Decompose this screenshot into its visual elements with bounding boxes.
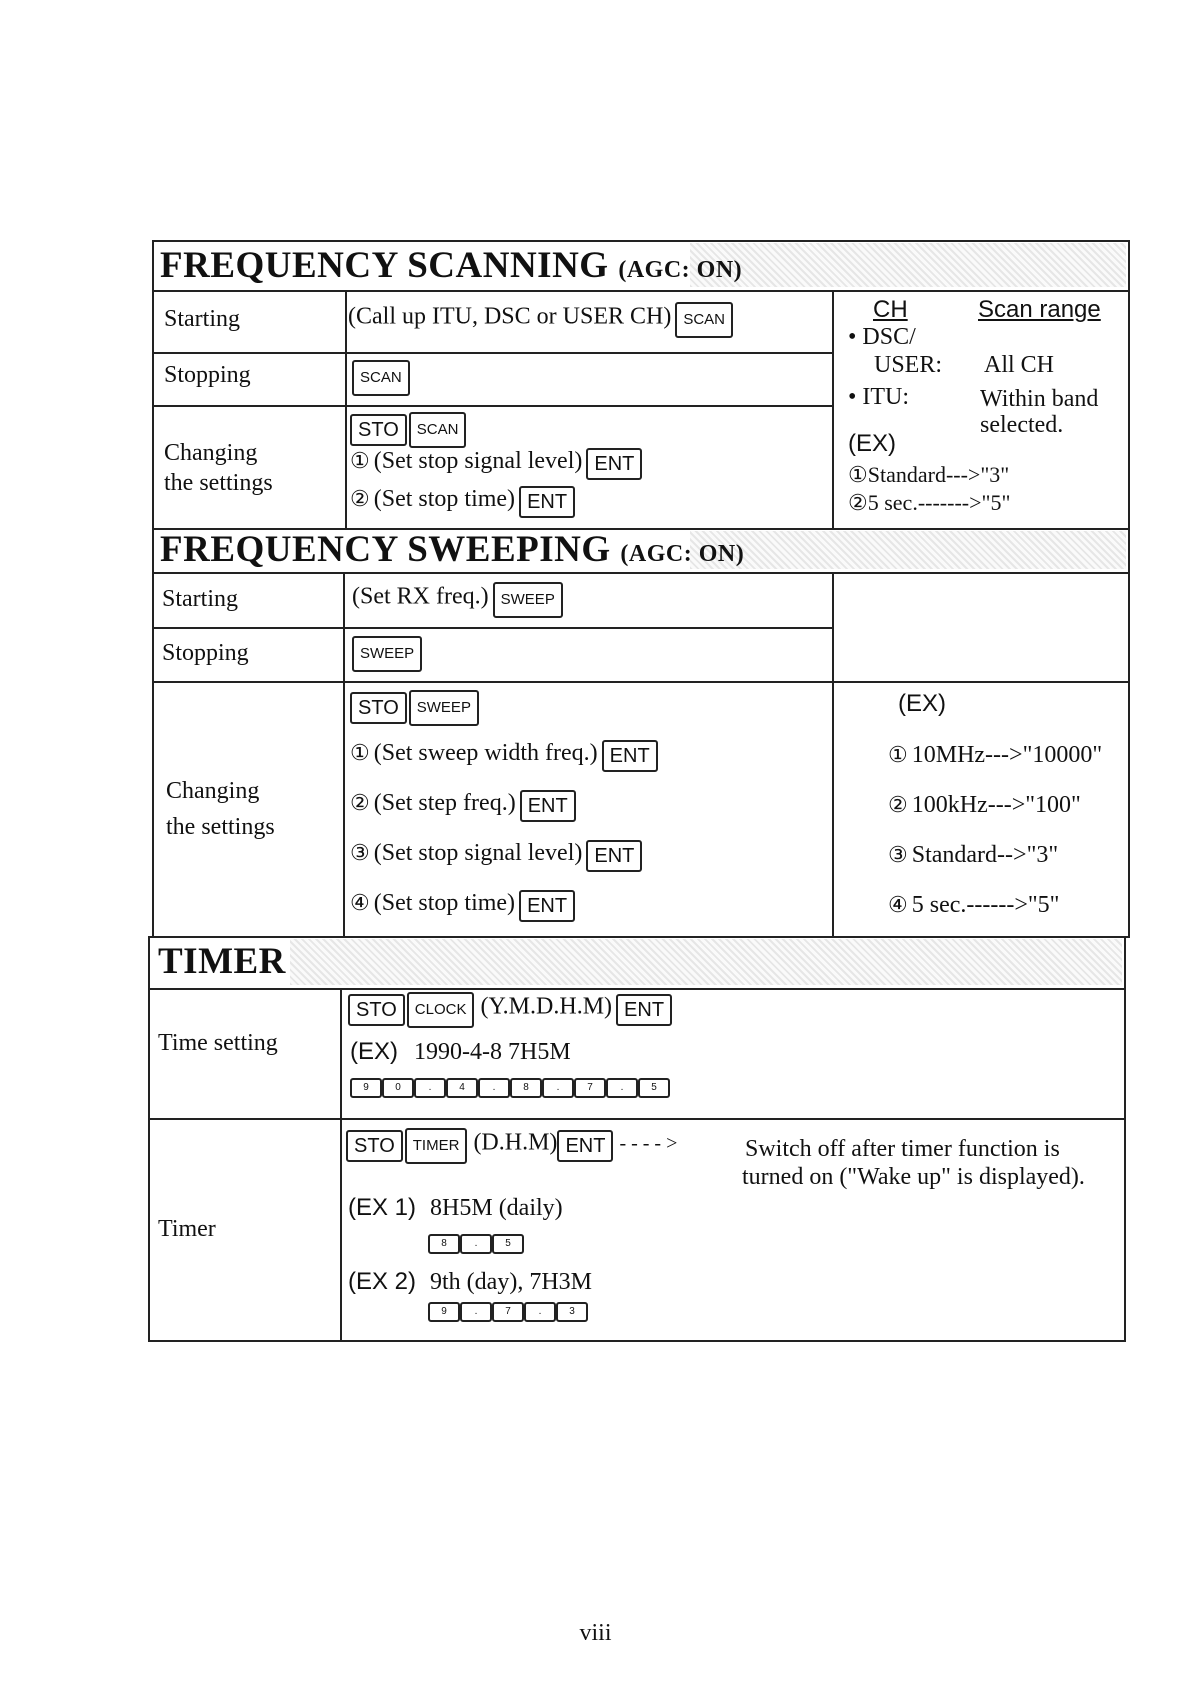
sweep-starting-label: Starting bbox=[162, 586, 238, 612]
sweep-ex-label: (EX) bbox=[898, 690, 946, 717]
timer-ex2-label: (EX 2) bbox=[348, 1268, 417, 1295]
timer-title: TIMER bbox=[158, 941, 286, 982]
itu-range-1: Within band bbox=[980, 386, 1099, 412]
itu-range-2: selected. bbox=[980, 412, 1064, 438]
ent-key: ENT bbox=[616, 994, 672, 1026]
sweep-key: SWEEP bbox=[493, 582, 563, 618]
scan-starting-label: Starting bbox=[164, 306, 240, 332]
manual-page: FREQUENCY SCANNING (AGC: ON) Starting (Call up ITU, DSC or USER CH) SCAN Stopping SCAN Changing the settings STO SCAN ① (Set stop signal level) ENT ② (Set stop time) ENT CH Scan range • DSC/ USER: All CH • ITU: Within band selected. (EX) ①Standard--->"3" ②5 sec.------->"5" FREQUENCY SWEEPING (AGC: ON) Starting (Set RX freq.) SWEEP Stopping SWEEP Changing the settings STO SWEEP ① (Set sweep width freq.) ENT ② (Set step freq.) ENT ③ (Set stop signal level) ENT ④ (Set stop time) ENT (EX) ① 10MHz--->"10000" ② 100kHz--->"100" ③ Standard-->"3" ④ 5 sec.------>"5" TIMER Time setting STO CLOCK (Y.M.D.H.M) ENT (EX) 1990-4-8 7H5M 9 0 . 4 . 8 . 7 . 5 Timer STO TIMER (D.H.M) ENT - - - - > Switch off after timer function is turned on ("Wake up" is displayed). (EX 1) 8H5M (daily) 8 . 5 (EX 2) 9th (day), 7H3M 9 . 7 . 3 viii bbox=[0, 0, 1191, 1685]
timer-note-1: Switch off after timer function is bbox=[745, 1136, 1060, 1162]
sto-key: STO bbox=[348, 994, 405, 1026]
sweep-step-1: (Set sweep width freq.) bbox=[373, 740, 598, 766]
sweep-step-2: (Set step freq.) bbox=[373, 790, 516, 816]
scan-stopping-label: Stopping bbox=[164, 362, 251, 388]
page-number: viii bbox=[579, 1620, 612, 1646]
scan-key: SCAN bbox=[352, 360, 410, 396]
clock-key: CLOCK bbox=[407, 992, 475, 1028]
scan-ex-1: Standard--->"3" bbox=[867, 462, 1010, 487]
timer-ex2-keys: 9 . 7 . 3 bbox=[428, 1302, 588, 1322]
sweep-stopping-label: Stopping bbox=[162, 640, 249, 666]
scan-range-header: Scan range bbox=[978, 296, 1101, 323]
scanning-subtitle: (AGC: ON) bbox=[618, 257, 743, 283]
itu-line: • ITU: bbox=[848, 384, 910, 410]
timer-ex1-keys: 8 . 5 bbox=[428, 1234, 524, 1254]
sweeping-header-band bbox=[690, 531, 1126, 569]
scanning-title: FREQUENCY SCANNING (AGC: ON) bbox=[160, 245, 743, 286]
ch-header: CH bbox=[873, 296, 908, 323]
time-ex-label: (EX) bbox=[350, 1038, 398, 1065]
timer-format: (D.H.M) bbox=[473, 1129, 558, 1156]
timer-arrow: - - - - > bbox=[619, 1132, 678, 1155]
timer-ex1-label: (EX 1) bbox=[348, 1194, 417, 1221]
sweeping-title: FREQUENCY SWEEPING (AGC: ON) bbox=[160, 529, 745, 570]
scan-starting-text: (Call up ITU, DSC or USER CH) bbox=[348, 303, 672, 330]
sweep-key: SWEEP bbox=[352, 636, 422, 672]
sweep-ex-4: 5 sec.------>"5" bbox=[911, 892, 1060, 918]
sweeping-table bbox=[152, 528, 1130, 938]
time-setting-label: Time setting bbox=[158, 1030, 278, 1056]
sweep-ex-1: 10MHz--->"10000" bbox=[911, 742, 1103, 768]
sto-key: STO bbox=[350, 692, 407, 724]
time-ex-value: 1990-4-8 7H5M bbox=[414, 1039, 571, 1065]
timer-ex1-value: 8H5M (daily) bbox=[430, 1195, 563, 1221]
sweep-step-4: (Set stop time) bbox=[373, 890, 516, 916]
sweep-ex-3: Standard-->"3" bbox=[911, 842, 1059, 868]
timer-key: TIMER bbox=[405, 1128, 468, 1164]
ent-key: ENT bbox=[586, 448, 642, 480]
time-ex-keys: 9 0 . 4 . 8 . 7 . 5 bbox=[350, 1078, 670, 1098]
time-format: (Y.M.D.H.M) bbox=[480, 993, 613, 1020]
sweep-starting-text: (Set RX freq.) bbox=[352, 583, 489, 610]
sto-key: STO bbox=[346, 1130, 403, 1162]
scan-key: SCAN bbox=[409, 412, 467, 448]
scan-ex-label: (EX) bbox=[848, 430, 896, 457]
dsc-line-1: • DSC/ bbox=[848, 324, 916, 350]
ent-key: ENT bbox=[586, 840, 642, 872]
scan-changing-label: Changing bbox=[164, 440, 258, 466]
dsc-range: All CH bbox=[984, 352, 1055, 378]
sweep-changing-label-2: the settings bbox=[166, 814, 275, 840]
sweep-ex-2: 100kHz--->"100" bbox=[911, 792, 1081, 818]
sto-key: STO bbox=[350, 414, 407, 446]
dsc-line-2: USER: bbox=[874, 352, 943, 378]
scanning-header-band bbox=[690, 243, 1126, 287]
sweep-key: SWEEP bbox=[409, 690, 479, 726]
timer-note-2: turned on ("Wake up" is displayed). bbox=[742, 1164, 1085, 1190]
scan-step-2: (Set stop time) bbox=[373, 486, 516, 512]
scan-changing-label-2: the settings bbox=[164, 470, 273, 496]
sweeping-subtitle: (AGC: ON) bbox=[620, 541, 745, 567]
ent-key: ENT bbox=[519, 890, 575, 922]
timer-label: Timer bbox=[158, 1216, 216, 1242]
ent-key: ENT bbox=[557, 1130, 613, 1162]
scan-step-1: (Set stop signal level) bbox=[373, 448, 583, 474]
ent-key: ENT bbox=[602, 740, 658, 772]
scan-ex-2: 5 sec.------->"5" bbox=[867, 490, 1011, 515]
timer-header-band bbox=[290, 939, 1122, 985]
ent-key: ENT bbox=[519, 486, 575, 518]
sweep-step-3: (Set stop signal level) bbox=[373, 840, 583, 866]
scan-key: SCAN bbox=[675, 302, 733, 338]
ent-key: ENT bbox=[520, 790, 576, 822]
sweep-changing-label: Changing bbox=[166, 778, 260, 804]
timer-ex2-value: 9th (day), 7H3M bbox=[430, 1269, 592, 1295]
